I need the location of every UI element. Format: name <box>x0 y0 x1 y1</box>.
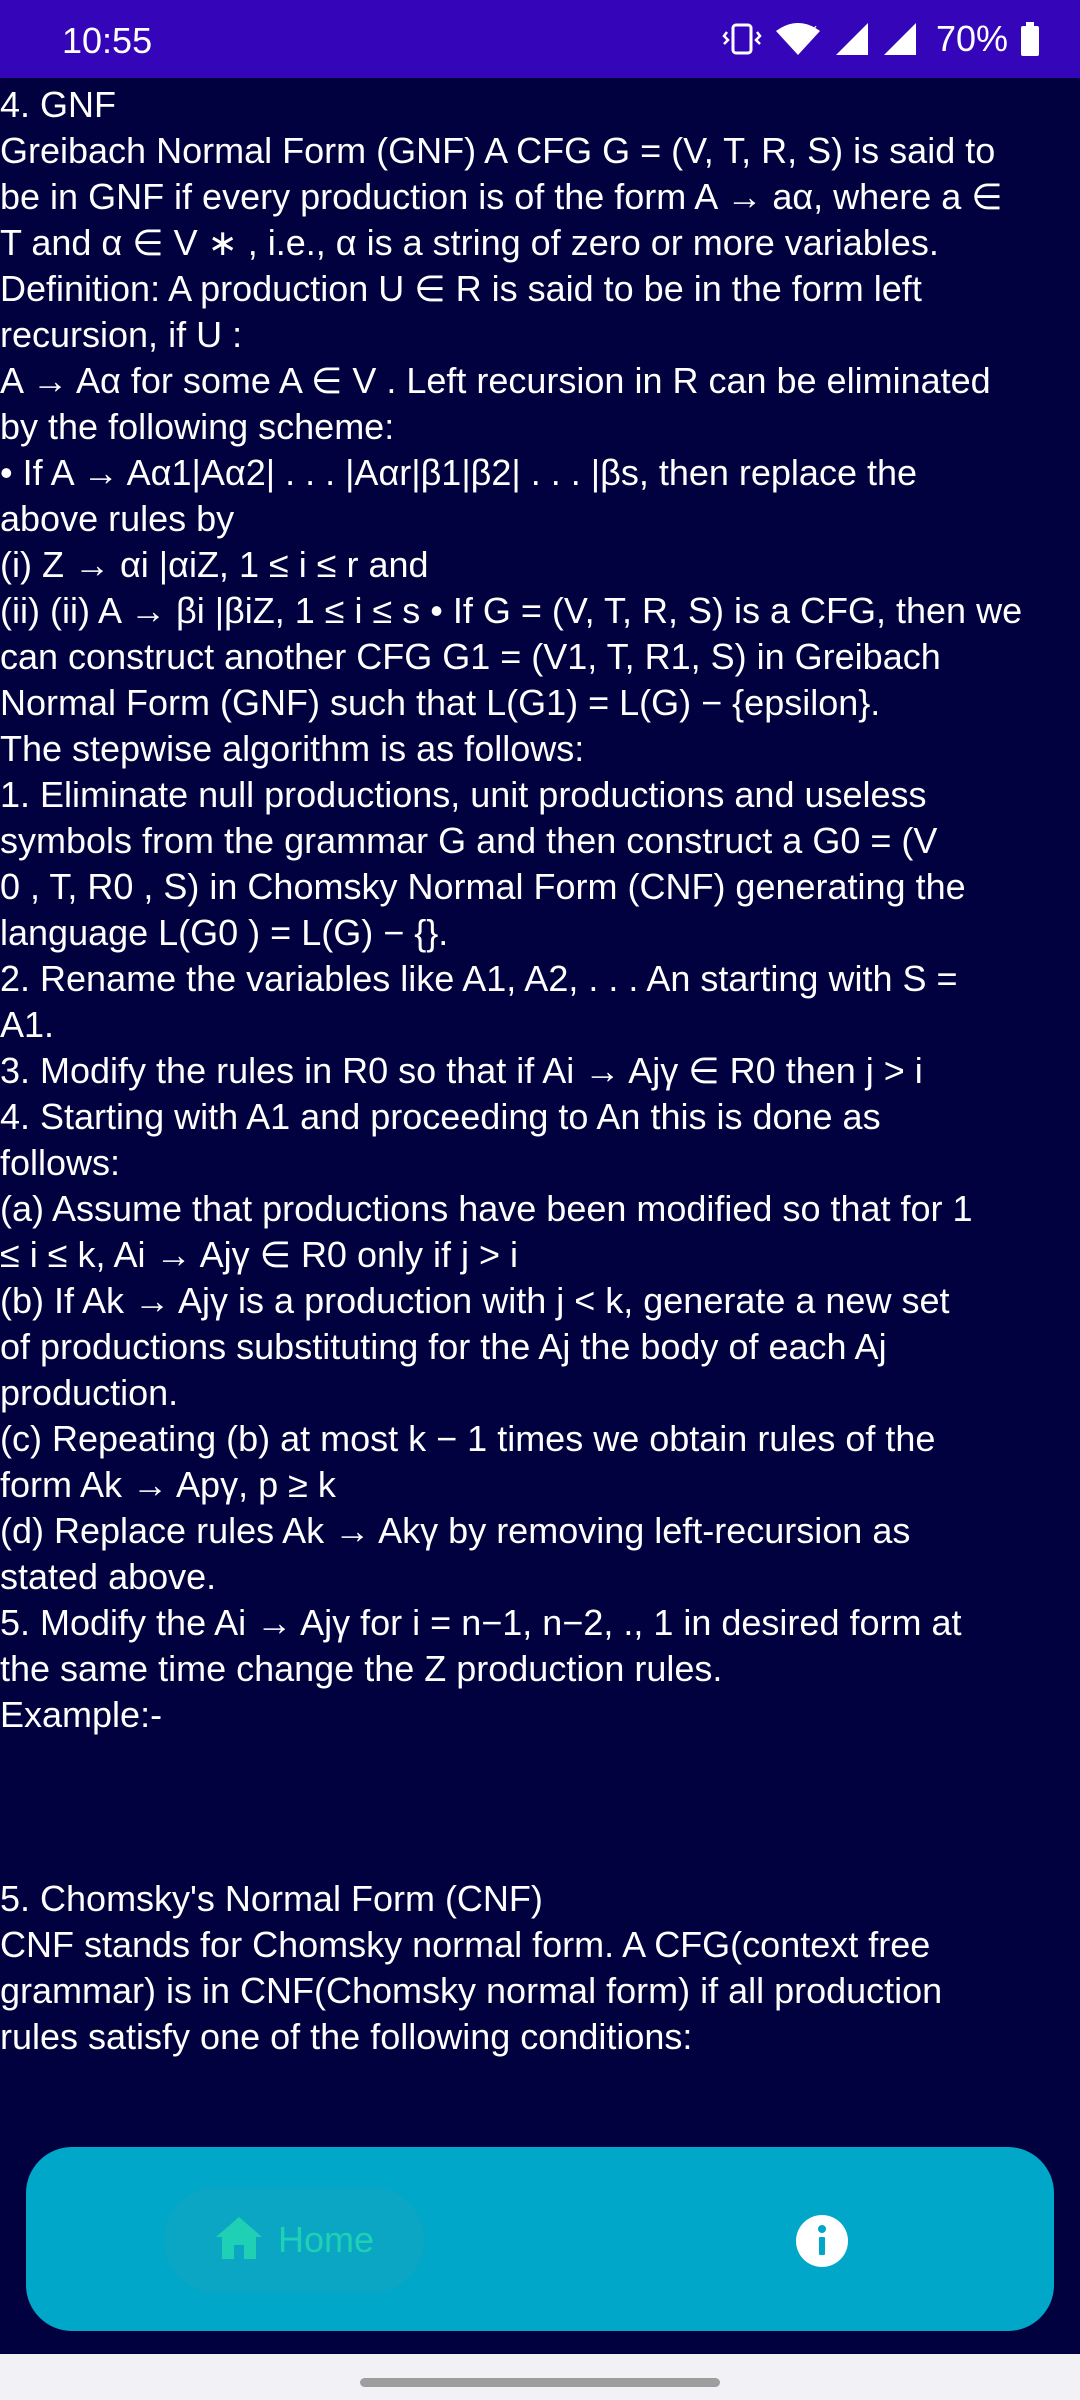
signal-icon <box>834 21 870 57</box>
text-line: 0 , T, R0 , S) in Chomsky Normal Form (CNF) generating the <box>0 866 966 907</box>
text-line: (b) If Ak → Ajγ is a production with j < k, generate a new set <box>0 1280 950 1321</box>
text-line: of productions substituting for the Aj the body of each Aj <box>0 1326 887 1367</box>
text-line: (a) Assume that productions have been modified so that for 1 <box>0 1188 973 1229</box>
text-line: stated above. <box>0 1556 217 1597</box>
text-line: 4. Starting with A1 and proceeding to An this is done as <box>0 1096 881 1137</box>
text-line: ≤ i ≤ k, Ai → Ajγ ∈ R0 only if j > i <box>0 1234 519 1275</box>
status-bar <box>0 0 1080 78</box>
text-line: form Ak → Apγ, p ≥ k <box>0 1464 336 1505</box>
text-line: • If A → Aα1|Aα2| . . . |Aαr|β1|β2| . . . |βs, then replace the <box>0 452 918 493</box>
text-line: language L(G0 ) = L(G) − {}. <box>0 912 449 953</box>
text-line: T and α ∈ V ∗ , i.e., α is a string of zero or more variables. <box>0 222 939 263</box>
text-line: A1. <box>0 1004 55 1045</box>
svg-text:x: x <box>809 22 818 36</box>
home-button[interactable] <box>164 2187 424 2293</box>
battery-icon <box>1020 21 1040 57</box>
gesture-handle[interactable] <box>360 2378 720 2387</box>
text-line: recursion, if U : <box>0 314 243 355</box>
text-line: 5. Modify the Ai → Ajγ for i = n−1, n−2, ., 1 in desired form at <box>0 1602 962 1643</box>
signal-icon <box>882 21 918 57</box>
text-line: 1. Eliminate null productions, unit productions and useless <box>0 774 927 815</box>
text-line: Example:- <box>0 1694 163 1735</box>
vibrate-icon <box>722 22 762 56</box>
section-heading-cnf: 5. Chomsky's Normal Form (CNF) <box>0 1878 543 1919</box>
text-line: The stepwise algorithm is as follows: <box>0 728 585 769</box>
info-button[interactable] <box>794 2213 850 2269</box>
text-line: by the following scheme: <box>0 406 395 447</box>
bottom-nav <box>26 2147 1054 2331</box>
wifi-icon <box>774 21 822 57</box>
battery-percent: 70% <box>935 18 1008 59</box>
text-line: (d) Replace rules Ak → Akγ by removing left-recursion as <box>0 1510 911 1551</box>
text-line: be in GNF if every production is of the form A → aα, where a ∈ <box>0 176 1003 217</box>
text-line: (c) Repeating (b) at most k − 1 times we obtain rules of the <box>0 1418 936 1459</box>
home-label: Home <box>277 2219 375 2260</box>
home-icon <box>214 2215 264 2266</box>
text-line: CNF stands for Chomsky normal form. A CFG(context free <box>0 1924 931 1965</box>
gesture-navigation-area <box>0 2354 1080 2400</box>
text-line: rules satisfy one of the following conditions: <box>0 2016 693 2057</box>
text-line: 3. Modify the rules in R0 so that if Ai → Ajγ ∈ R0 then j > i <box>0 1050 923 1091</box>
section-heading-gnf: 4. GNF <box>0 84 117 125</box>
text-line: (i) Z → αi |αiZ, 1 ≤ i ≤ r and <box>0 544 429 585</box>
example-spacer <box>0 1738 1080 1876</box>
text-line: A → Aα for some A ∈ V . Left recursion in R can be eliminated <box>0 360 991 401</box>
text-line: follows: <box>0 1142 121 1183</box>
status-icons <box>722 18 1040 60</box>
article-content <box>0 82 1080 2142</box>
text-line: above rules by <box>0 498 235 539</box>
text-line: Greibach Normal Form (GNF) A CFG G = (V, T, R, S) is said to <box>0 130 996 171</box>
text-line: grammar) is in CNF(Chomsky normal form) if all production <box>0 1970 943 2011</box>
text-line: 2. Rename the variables like A1, A2, . . . An starting with S = <box>0 958 958 999</box>
text-line: can construct another CFG G1 = (V1, T, R1, S) in Greibach <box>0 636 941 677</box>
status-time: 10:55 <box>62 20 153 61</box>
text-line: the same time change the Z production rules. <box>0 1648 723 1689</box>
text-line: Definition: A production U ∈ R is said to be in the form left <box>0 268 922 309</box>
text-line: production. <box>0 1372 179 1413</box>
text-line: Normal Form (GNF) such that L(G1) = L(G) − {epsilon}. <box>0 682 881 723</box>
text-line: symbols from the grammar G and then construct a G0 = (V <box>0 820 938 861</box>
text-line: (ii) (ii) A → βi |βiZ, 1 ≤ i ≤ s • If G = (V, T, R, S) is a CFG, then we <box>0 590 1023 631</box>
info-icon <box>794 2256 850 2273</box>
